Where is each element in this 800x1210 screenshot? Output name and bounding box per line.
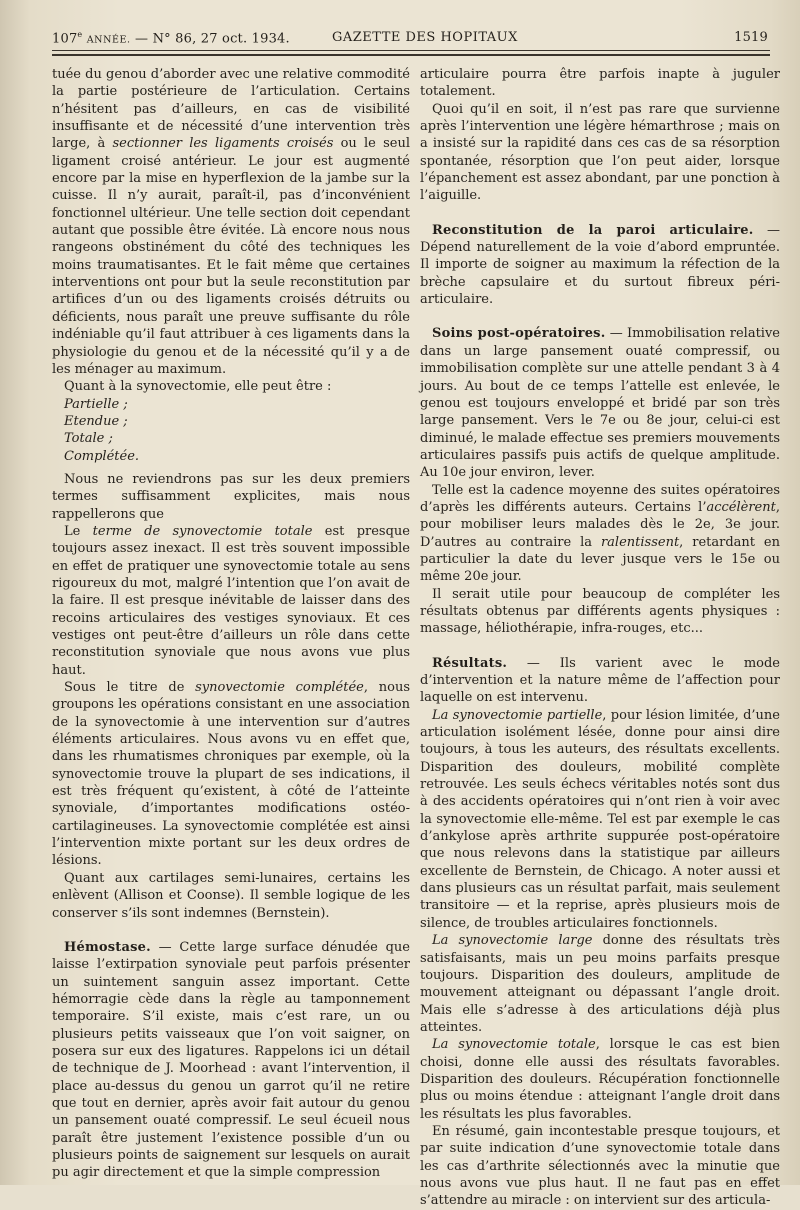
right-column	[420, 66, 780, 1210]
running-header	[52, 26, 770, 48]
section-heading: Soins post-opératoires.	[432, 326, 606, 342]
section-soins: Soins post-opératoires. — Immobilisation relative dans un large pansement ouaté compressif, ou immobilisation complète sur une attelle pendant 3 à 4 jours. Au bout de ce temps l’attelle est enlevée, le genou est toujours enveloppé et bridé par son très large pansement. Vers le 7e ou 8e jour, celui-ci est diminué, le malade effectue ses premiers mouvements articulaires passifs puis actifs de quelque amplitude. Au 10e jour environ, lever.	[420, 326, 780, 481]
paragraph: Sous le titre de synovectomie complétée, nous groupons les opérations consistant en une association de la synovectomie à une intervention sur d’autres éléments articulaires. Nous avons vu en effet que, dans les rhumatismes chroniques par exemple, où la synovectomie trouve la plupart de ses indications, il est très fréquent qu’existent, à côté de l’atteinte synoviale, d’importantes modifications ostéo-cartilagineuses. La synovectomie complétée est ainsi l’intervention mixte portant sur les deux ordres de lésions.	[52, 680, 410, 869]
section-hemostase: Hémostase. — Cette large surface dénudée que laisse l’extirpation synoviale peut parfois présenter un suintement sanguin assez important. Cette hémorragie cède dans la règle au tamponnement temporaire. S’il existe, mais c’est rare, un ou plusieurs petits vaisseaux que l’on voit saigner, on posera sur eux des ligatures. Rappelons ici un détail de technique de J. Moorhead : avant l’intervention, il place au-dessus du genou un garrot qu’il ne retire que tout en dernier, après avoir fait autour du genou un pansement ouaté compressif. Le seul écueil nous paraît être justement l’existence possible d’un ou plusieurs points de saignement sur lesquels on aurait pu agir directement et que la simple compression	[52, 939, 410, 1181]
paragraph: Quoi qu’il en soit, il n’est pas rare que survienne après l’intervention une légère hémarthrose ; mais on a insisté sur la rapidité dans ces cas de sa résorption spontanée, résorption que l’on peut aider, lorsque l’épanchement est assez abondant, par une ponction à l’aiguille.	[420, 101, 780, 204]
paragraph: La synovectomie partielle, pour lésion limitée, d’une articulation isolément lésée, donne pour ainsi dire toujours, à tous les auteurs, des résultats excellents. Disparition des douleurs, mobilité complète retrouvée. Les seuls échecs véritables notés sont dus à des accidents opératoires qui n’ont rien à voir avec la synovectomie elle-même. Tel est par exemple le cas d’ankylose après arthrite suppurée post-opératoire que nous relevons dans la statistique par ailleurs excellente de Bernstein, de Chicago. A noter aussi et dans plusieurs cas un résultat parfait, mais seulement transitoire — et la reprise, après plusieurs mois de silence, de troubles articulaires fonctionnels.	[420, 707, 780, 931]
synovectomy-types-list	[52, 396, 410, 465]
section-reconstitution: Reconstitution de la paroi articulaire. — Dépend naturellement de la voie d’abord empruntée. Il importe de soigner au maximum la réfection de la brèche capsulaire et du surtout fibreux péri-articulaire.	[420, 222, 780, 308]
section-heading: Hémostase.	[64, 939, 151, 955]
paragraph: Le terme de synovectomie totale est presque toujours assez inexact. Il est très souvent impossible en effet de pratiquer une synovectomie totale au sens rigoureux du mot, malgré l’intention que l’on avait de la faire. Il est presque inévitable de laisser dans des recoins articulaires des vestiges synoviaux. Et ces vestiges ont peut-être d’ailleurs un rôle dans cette reconstitution synoviale que nous avons vue plus haut.	[52, 523, 410, 678]
header-rule	[52, 50, 770, 51]
section-resultats: Résultats. — Ils varient avec le mode d’intervention et la nature même de l’affection pour laquelle on est intervenu.	[420, 655, 780, 706]
paragraph: Quant aux cartilages semi-lunaires, certains les enlèvent (Allison et Coonse). Il semble logique de les conserver s’ils sont indemnes (Bernstein).	[52, 870, 410, 921]
paragraph: tuée du genou d’aborder avec une relative commodité la partie postérieure de l’articulation. Certains n’hésitent pas d’ailleurs, en cas de visibilité insuffisante et de nécessité d’une intervention très large, à sectionner les ligaments croisés ou le seul ligament croisé antérieur. Le jour est augmenté encore par la mise en hyperflexion de la jambe sur la cuisse. Il n’y aurait, paraît-il, pas d’inconvénient fonctionnel ultérieur. Une telle section doit cependant autant que possible être évitée. Là encore nous nous rangeons obstinément du côté des techniques les moins traumatisantes. Et le fait même que certaines interventions ont pour but la seule reconstitution par artifices d’un ou des ligaments croisés détruits ou déficients, nous paraît une preuve suffisante du rôle indéniable qu’il faut attribuer à ces ligaments dans la physiologie du genou et de la nécessité qu’il y a de les ménager au maximum.	[52, 67, 410, 377]
header-rule-thick	[52, 54, 770, 56]
list-item: Partielle ;	[64, 396, 128, 412]
journal-title: GAZETTE DES HOPITAUX	[332, 30, 518, 45]
list-item: Complétée.	[64, 448, 140, 464]
page-number: 1519	[734, 30, 768, 45]
list-item: Totale ;	[64, 431, 113, 447]
left-column	[52, 66, 410, 1182]
issue-info: 107e ANNÉE. — N° 86, 27 oct. 1934.	[52, 30, 290, 47]
paragraph: articulaire pourra être parfois inapte à juguler totalement.	[420, 67, 780, 100]
paragraph: Telle est la cadence moyenne des suites opératoires d’après les différents auteurs. Certains l’accélèrent, pour mobiliser leurs malades dès le 2e, 3e jour. D’autres au contraire la ralentissent, retardant en particulier la date du lever jusque vers le 15e ou même 20e jour.	[420, 482, 780, 585]
paragraph: La synovectomie totale, lorsque le cas est bien choisi, donne elle aussi des résultats favorables. Disparition des douleurs. Récupération fonctionnelle plus ou moins étendue : atteignant l’angle droit dans les résultats les plus favorables.	[420, 1037, 780, 1122]
list-item: Etendue ;	[64, 413, 128, 429]
paragraph: Il serait utile pour beaucoup de compléter les résultats obtenus par différents agents physiques : massage, héliothérapie, infra-rouges, etc...	[420, 586, 780, 637]
paragraph: Quant à la synovectomie, elle peut être :	[64, 379, 332, 395]
paragraph: La synovectomie large donne des résultats très satisfaisants, mais un peu moins parfaits presque toujours. Disparition des douleurs, amplitude de mouvement atteignant ou dépassant l’angle droit. Mais elle s’adresse à des articulations déjà plus atteintes.	[420, 933, 780, 1035]
paragraph: En résumé, gain incontestable presque toujours, et par suite indication d’une synovectomie totale dans les cas d’arthrite sélectionnés avec la minutie que nous avons vue plus haut. Il ne faut pas en effet s’attendre au miracle : on intervient sur des articula-	[420, 1123, 780, 1209]
paragraph: Nous ne reviendrons pas sur les deux premiers termes suffisamment explicites, mais nous rappellerons que	[52, 471, 410, 522]
section-heading: Résultats.	[432, 655, 508, 671]
section-heading: Reconstitution de la paroi articulaire.	[432, 222, 754, 238]
